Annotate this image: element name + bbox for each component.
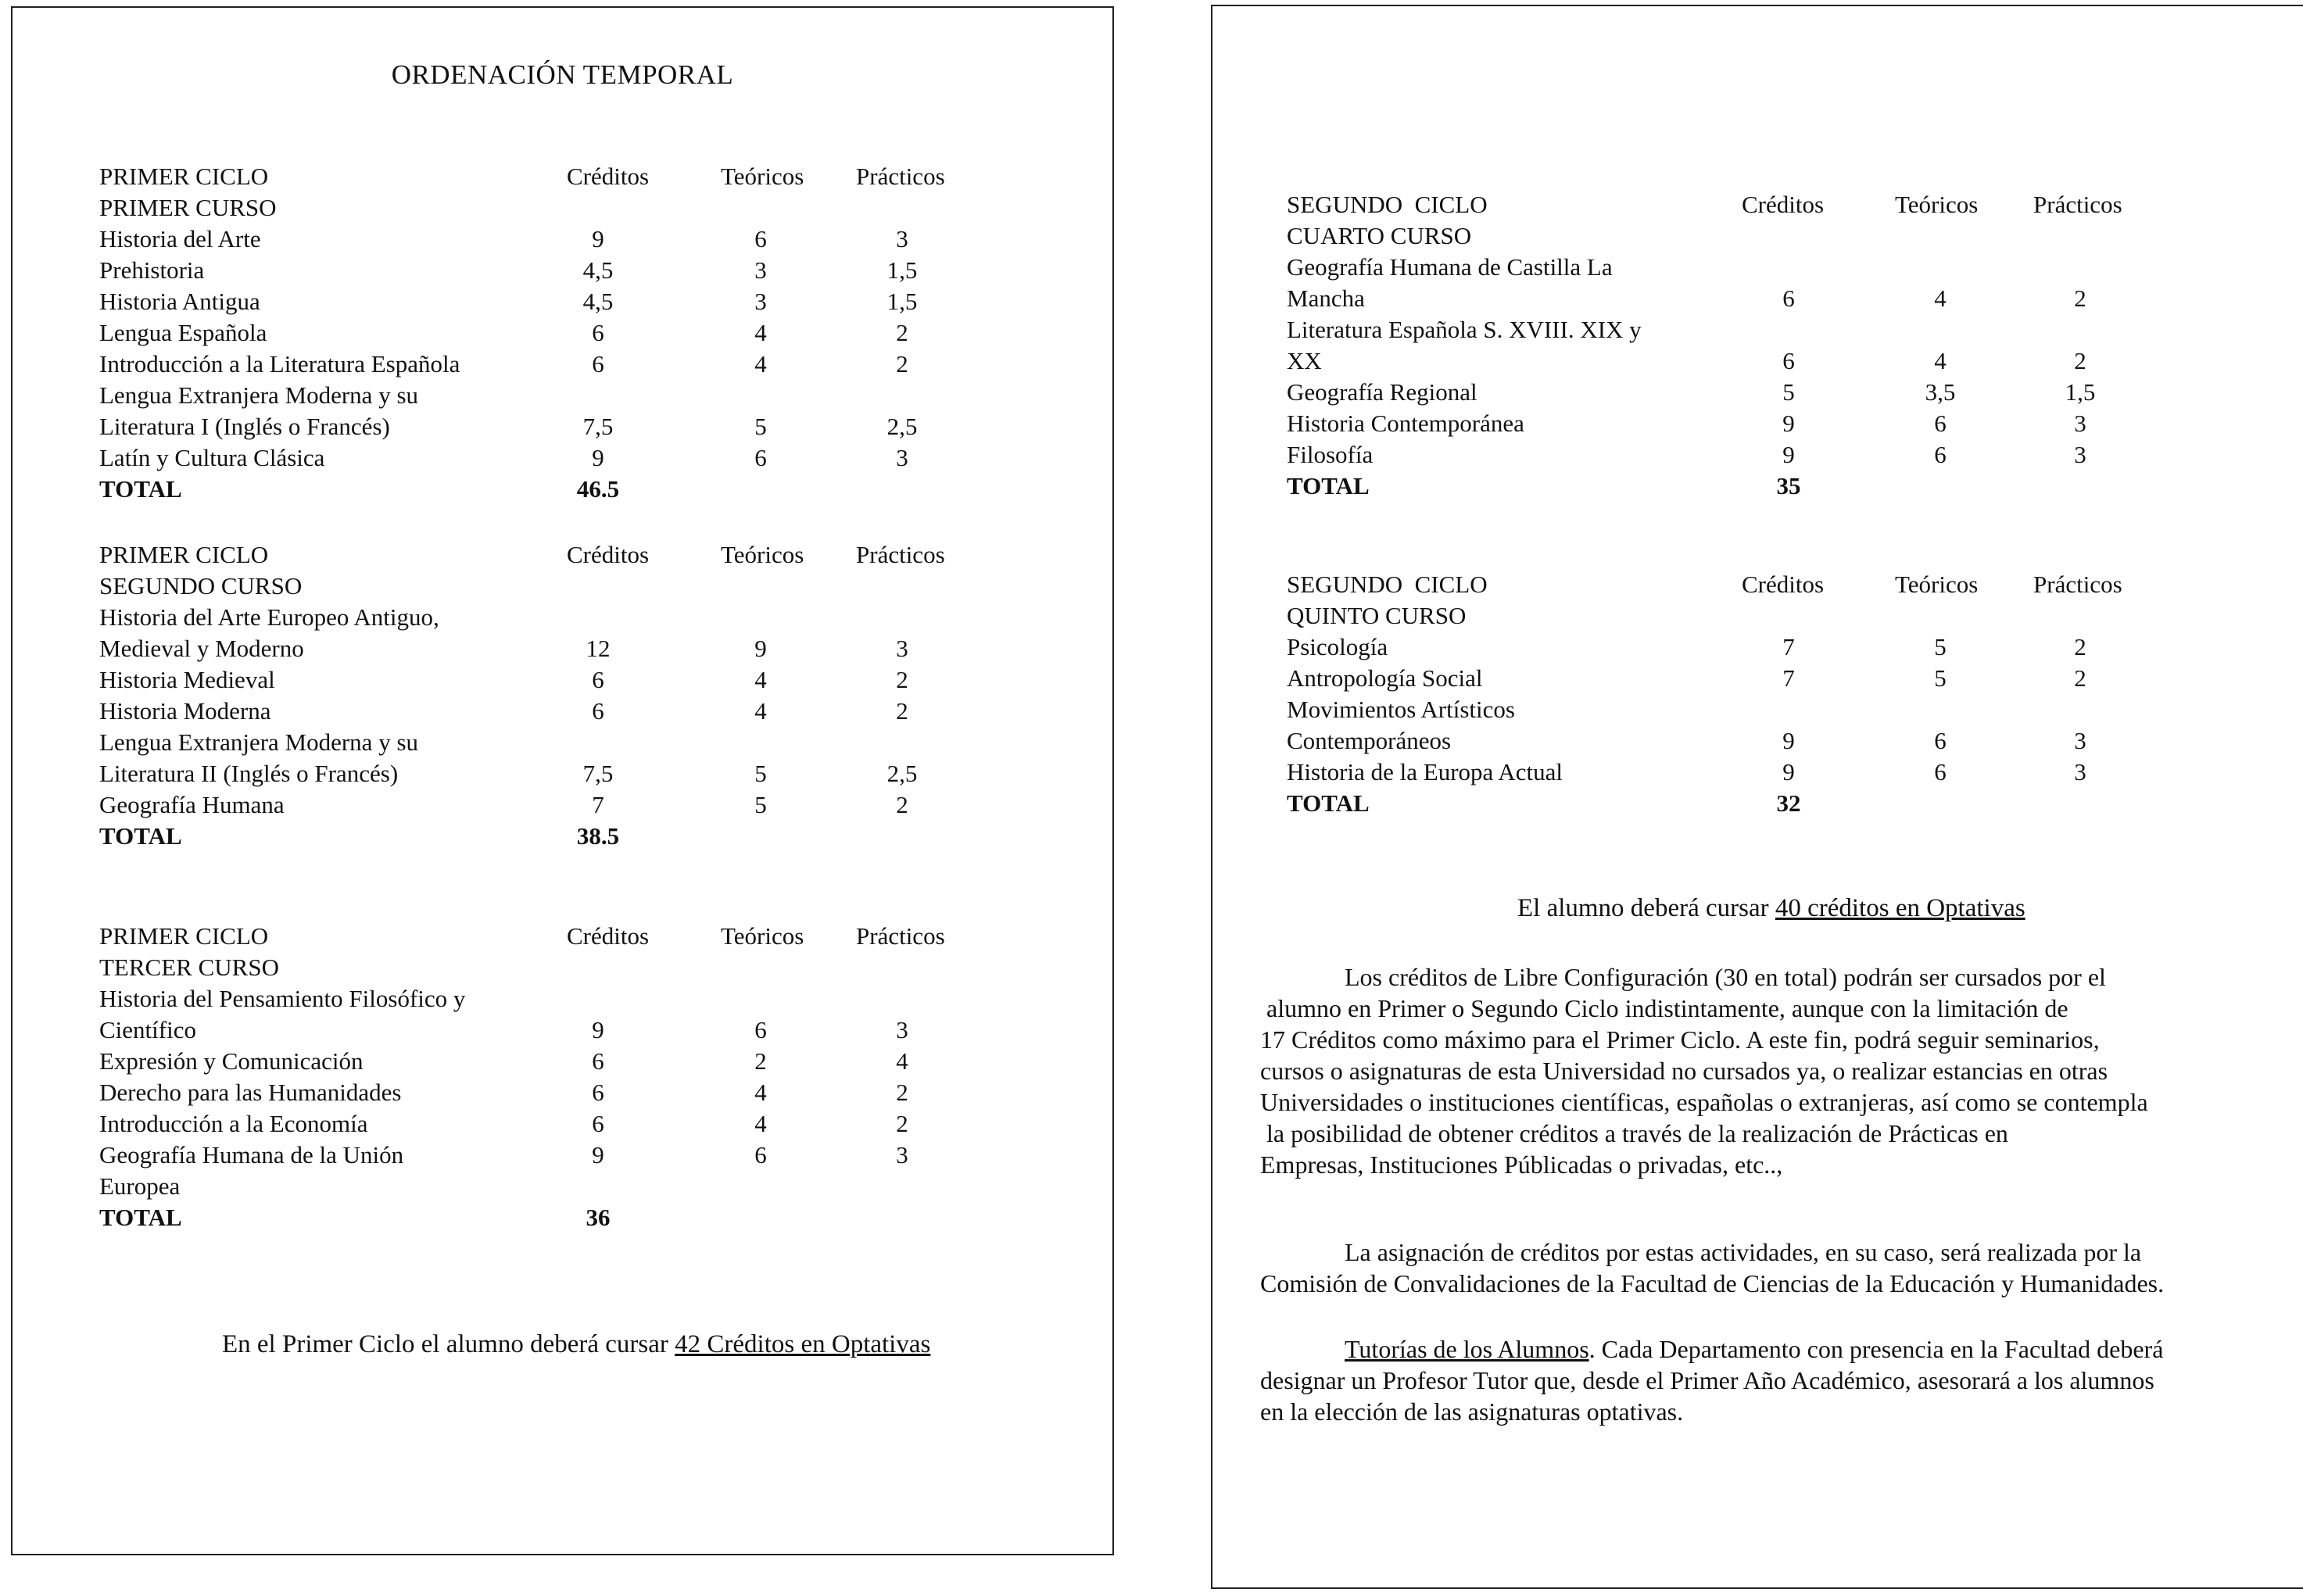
course-label-row [1287,220,2225,252]
teoricos-value: 5 [1934,633,1947,660]
optativas-note [222,1329,930,1360]
table-row [99,1140,1022,1171]
practicos-value: 2,5 [886,760,918,787]
creditos-value: 6 [592,666,604,693]
table-row [99,983,1022,1014]
subject-name: Psicología [1287,633,1388,660]
subject-name: Filosofía [1287,441,1374,468]
course-label: PRIMER CURSO [99,194,277,221]
creditos-value: 9 [592,444,604,471]
paragraph-line: Comisión de Convalidaciones de la Facultad de Ciencias de la Educación y Humanidades. [1260,1269,2165,1297]
course-label: CUARTO CURSO [1287,222,1472,249]
teoricos-value: 4 [754,1110,767,1137]
column-header: Prácticos [2033,571,2122,598]
subject-name: Expresión y Comunicación [99,1047,364,1075]
paragraph-line: La asignación de créditos por estas actividades, en su caso, será realizada por la [1345,1238,2142,1266]
course-label-row [99,952,1022,983]
paragraph-line: 17 Créditos como máximo para el Primer Ciclo. A este fin, podrá seguir seminarios, [1260,1025,2100,1054]
document-page-left [11,6,1114,1555]
teoricos-value: 4 [754,1079,767,1106]
table-row [1287,694,2225,725]
total-value: 35 [1776,472,1801,499]
total-row [99,1202,1022,1233]
subject-name: Geografía Humana de la Unión [99,1141,404,1168]
teoricos-value: 5 [754,791,767,818]
table-row [99,602,1022,633]
practicos-value: 3 [2074,410,2086,437]
teoricos-value: 6 [754,1141,767,1168]
practicos-value: 2 [2074,664,2086,692]
creditos-value: 9 [1782,758,1795,785]
cycle-label: PRIMER CICLO [99,163,269,190]
practicos-value: 1,5 [886,288,918,315]
subject-name: Geografía Regional [1287,378,1477,406]
table-row [99,633,1022,664]
teoricos-value: 6 [754,225,767,252]
total-value: 38.5 [576,822,620,850]
course-label: TERCER CURSO [99,954,279,981]
subject-name: Prehistoria [99,256,205,284]
creditos-value: 7 [1782,664,1795,692]
subject-name: Lengua Extranjera Moderna y su [99,728,419,756]
total-label: TOTAL [99,475,182,503]
teoricos-value: 6 [754,1016,767,1043]
teoricos-value: 6 [1934,758,1947,785]
course-label-row [1287,600,2225,632]
subject-name: Literatura II (Inglés o Francés) [99,760,399,787]
practicos-value: 2 [2074,347,2086,374]
subject-name: Historia del Arte Europeo Antiguo, [99,603,439,631]
practicos-value: 3 [896,635,908,662]
subject-name: Historia Moderna [99,697,271,725]
subject-name: Literatura I (Inglés o Francés) [99,413,390,440]
teoricos-value: 6 [1934,410,1947,437]
column-header: Prácticos [856,922,945,950]
table-row [99,789,1022,821]
creditos-value: 4,5 [582,288,614,315]
creditos-value: 9 [1782,727,1795,754]
paragraph-line: Universidades o instituciones científicas, españolas o extranjeras, así como se contempla [1260,1088,2148,1116]
paragraph-asignacion [1260,1236,2303,1299]
column-header: Créditos [1742,571,1825,598]
subject-name: Literatura Española S. XVIII. XIX y [1287,316,1642,343]
column-header: Teóricos [721,163,804,190]
practicos-value: 3 [896,1016,908,1043]
table-row [1287,408,2225,439]
table-header-row [99,161,1022,192]
practicos-value: 2,5 [886,413,918,440]
column-header: Créditos [1742,191,1825,218]
teoricos-value: 4 [754,666,767,693]
teoricos-value: 5 [754,760,767,787]
creditos-value: 6 [592,1110,604,1137]
table-row [1287,283,2225,314]
total-row [1287,471,2225,502]
course-label: SEGUNDO CURSO [99,572,303,599]
subject-name: Lengua Extranjera Moderna y su [99,381,419,409]
paragraph-line: designar un Profesor Tutor que, desde el Primer Año Académico, asesorará a los alumnos [1260,1366,2154,1394]
practicos-value: 1,5 [886,256,918,284]
paragraph-line: la posibilidad de obtener créditos a través de la realización de Prácticas en [1260,1119,2008,1147]
creditos-value: 7 [592,791,604,818]
teoricos-value: 3 [754,288,767,315]
course-table [99,539,1022,852]
table-row [99,286,1022,317]
subject-name: Científico [99,1016,196,1043]
total-label: TOTAL [99,822,182,850]
paragraph-line: alumno en Primer o Segundo Ciclo indistintamente, aunque con la limitación de [1260,994,2068,1022]
teoricos-value: 5 [754,413,767,440]
paragraph-line: Empresas, Instituciones Públicadas o privadas, etc.., [1260,1150,1783,1179]
column-header: Prácticos [2033,191,2122,218]
table-row [99,1108,1022,1140]
teoricos-value: 3,5 [1925,378,1956,406]
column-header: Créditos [567,922,650,950]
teoricos-value: 6 [1934,441,1947,468]
optativas-note-text: En el Primer Ciclo el alumno deberá cursar [222,1330,675,1358]
teoricos-value: 4 [1934,284,1947,312]
table-row [99,255,1022,286]
column-header: Teóricos [721,922,804,950]
creditos-value: 4,5 [582,256,614,284]
total-label: TOTAL [99,1204,182,1231]
total-label: TOTAL [1287,789,1370,817]
subject-name: Geografía Humana de Castilla La [1287,253,1613,281]
creditos-value: 12 [586,635,611,662]
subject-name: Medieval y Moderno [99,635,304,662]
table-row [99,727,1022,758]
teoricos-value: 3 [754,256,767,284]
paragraph-tutorias [1260,1333,2303,1427]
practicos-value: 2 [2074,633,2086,660]
table-row [99,1046,1022,1077]
practicos-value: 2 [896,666,908,693]
teoricos-value: 5 [1934,664,1947,692]
course-label: QUINTO CURSO [1287,602,1467,629]
practicos-value: 3 [896,1141,908,1168]
teoricos-value: 9 [754,635,767,662]
tutorias-heading: Tutorías de los Alumnos [1345,1335,1589,1363]
table-row [1287,725,2225,757]
subject-name: Historia del Pensamiento Filosófico y [99,985,466,1012]
practicos-value: 2 [896,1110,908,1137]
creditos-value: 9 [1782,441,1795,468]
table-row [99,758,1022,789]
table-row [99,664,1022,696]
table-row [99,1077,1022,1108]
paragraph-line: Los créditos de Libre Configuración (30 en total) podrán ser cursados por el [1345,963,2106,991]
table-header-row [1287,569,2225,600]
creditos-value: 5 [1782,378,1795,406]
cycle-label: SEGUNDO CICLO [1287,571,1488,598]
table-row [1287,314,2225,345]
paragraph-line [1260,1333,2303,1365]
cycle-label: PRIMER CICLO [99,541,269,568]
subject-name: Derecho para las Humanidades [99,1079,402,1106]
subject-name: Latín y Cultura Clásica [99,444,325,471]
table-row [1287,345,2225,377]
course-table [99,921,1022,1233]
teoricos-value: 2 [754,1047,767,1075]
subject-name: Historia Contemporánea [1287,410,1524,437]
optativas-note-underlined: 40 créditos en Optativas [1775,894,2025,922]
cycle-label: SEGUNDO CICLO [1287,191,1488,218]
column-header: Teóricos [721,541,804,568]
practicos-value: 4 [896,1047,908,1075]
column-header: Créditos [567,163,650,190]
creditos-value: 6 [592,1047,604,1075]
teoricos-value: 6 [754,444,767,471]
paragraph-line: cursos o asignaturas de esta Universidad no cursados ya, o realizar estancias en otras [1260,1057,2108,1085]
total-value: 46.5 [576,475,620,503]
optativas-note-text: El alumno deberá cursar [1517,894,1775,922]
optativas-note-right [1517,893,2025,924]
practicos-value: 2 [896,1079,908,1106]
document-page-right [1211,5,2303,1589]
practicos-value: 2 [896,350,908,378]
optativas-note-underlined: 42 Créditos en Optativas [675,1330,931,1358]
table-header-row [1287,189,2225,220]
practicos-value: 3 [2074,441,2086,468]
creditos-value: 6 [592,1079,604,1106]
table-row [1287,757,2225,788]
subject-name: Introducción a la Literatura Española [99,350,460,378]
creditos-value: 9 [1782,410,1795,437]
total-row [99,821,1022,852]
paragraph-line: en la elección de las asignaturas optativas. [1260,1397,1684,1426]
practicos-value: 2 [896,319,908,346]
course-table [1287,569,2225,819]
total-row [1287,788,2225,819]
subject-name: Movimientos Artísticos [1287,696,1515,723]
subject-name: Introducción a la Economía [99,1110,368,1137]
teoricos-value: 6 [1934,727,1947,754]
creditos-value: 6 [592,319,604,346]
table-row [1287,663,2225,694]
course-table [99,161,1022,505]
subject-name: XX [1287,347,1322,374]
creditos-value: 6 [1782,347,1795,374]
subject-name: Geografía Humana [99,791,285,818]
creditos-value: 7,5 [582,413,614,440]
table-row [99,380,1022,411]
practicos-value: 3 [896,444,908,471]
subject-name: Historia Medieval [99,666,275,693]
table-row [99,1171,1022,1202]
creditos-value: 6 [592,697,604,725]
subject-name: Europea [99,1172,181,1200]
table-header-row [99,921,1022,952]
teoricos-value: 4 [754,350,767,378]
subject-name: Mancha [1287,284,1365,312]
creditos-value: 9 [592,225,604,252]
table-row [1287,252,2225,283]
column-header: Teóricos [1895,571,1979,598]
total-value: 36 [586,1204,611,1231]
total-row [99,474,1022,505]
table-row [99,696,1022,727]
practicos-value: 2 [896,791,908,818]
subject-name: Historia Antigua [99,288,260,315]
column-header: Teóricos [1895,191,1979,218]
paragraph-text: . Cada Departamento con presencia en la Facultad deberá [1588,1335,2164,1363]
course-label-row [99,571,1022,602]
column-header: Prácticos [856,541,945,568]
teoricos-value: 4 [754,697,767,725]
paragraph-libre-configuracion [1260,961,2303,1180]
creditos-value: 6 [1782,284,1795,312]
table-row [99,349,1022,380]
practicos-value: 2 [896,697,908,725]
creditos-value: 7,5 [582,760,614,787]
table-row [1287,632,2225,663]
creditos-value: 6 [592,350,604,378]
column-header: Créditos [567,541,650,568]
table-row [99,224,1022,255]
page-title: ORDENACIÓN TEMPORAL [391,59,734,90]
practicos-value: 2 [2074,284,2086,312]
column-header: Prácticos [856,163,945,190]
course-table [1287,189,2225,502]
cycle-label: PRIMER CICLO [99,922,269,950]
practicos-value: 1,5 [2065,378,2096,406]
total-label: TOTAL [1287,472,1370,499]
creditos-value: 9 [592,1141,604,1168]
creditos-value: 7 [1782,633,1795,660]
table-row [99,1014,1022,1046]
teoricos-value: 4 [754,319,767,346]
table-row [99,411,1022,442]
practicos-value: 3 [2074,758,2086,785]
subject-name: Antropología Social [1287,664,1483,692]
subject-name: Lengua Española [99,319,267,346]
table-row [1287,439,2225,471]
total-value: 32 [1776,789,1801,817]
table-row [99,442,1022,474]
practicos-value: 3 [896,225,908,252]
creditos-value: 9 [592,1016,604,1043]
table-row [1287,377,2225,408]
teoricos-value: 4 [1934,347,1947,374]
subject-name: Contemporáneos [1287,727,1452,754]
subject-name: Historia del Arte [99,225,261,252]
subject-name: Historia de la Europa Actual [1287,758,1563,785]
practicos-value: 3 [2074,727,2086,754]
table-header-row [99,539,1022,571]
course-label-row [99,192,1022,224]
table-row [99,317,1022,349]
